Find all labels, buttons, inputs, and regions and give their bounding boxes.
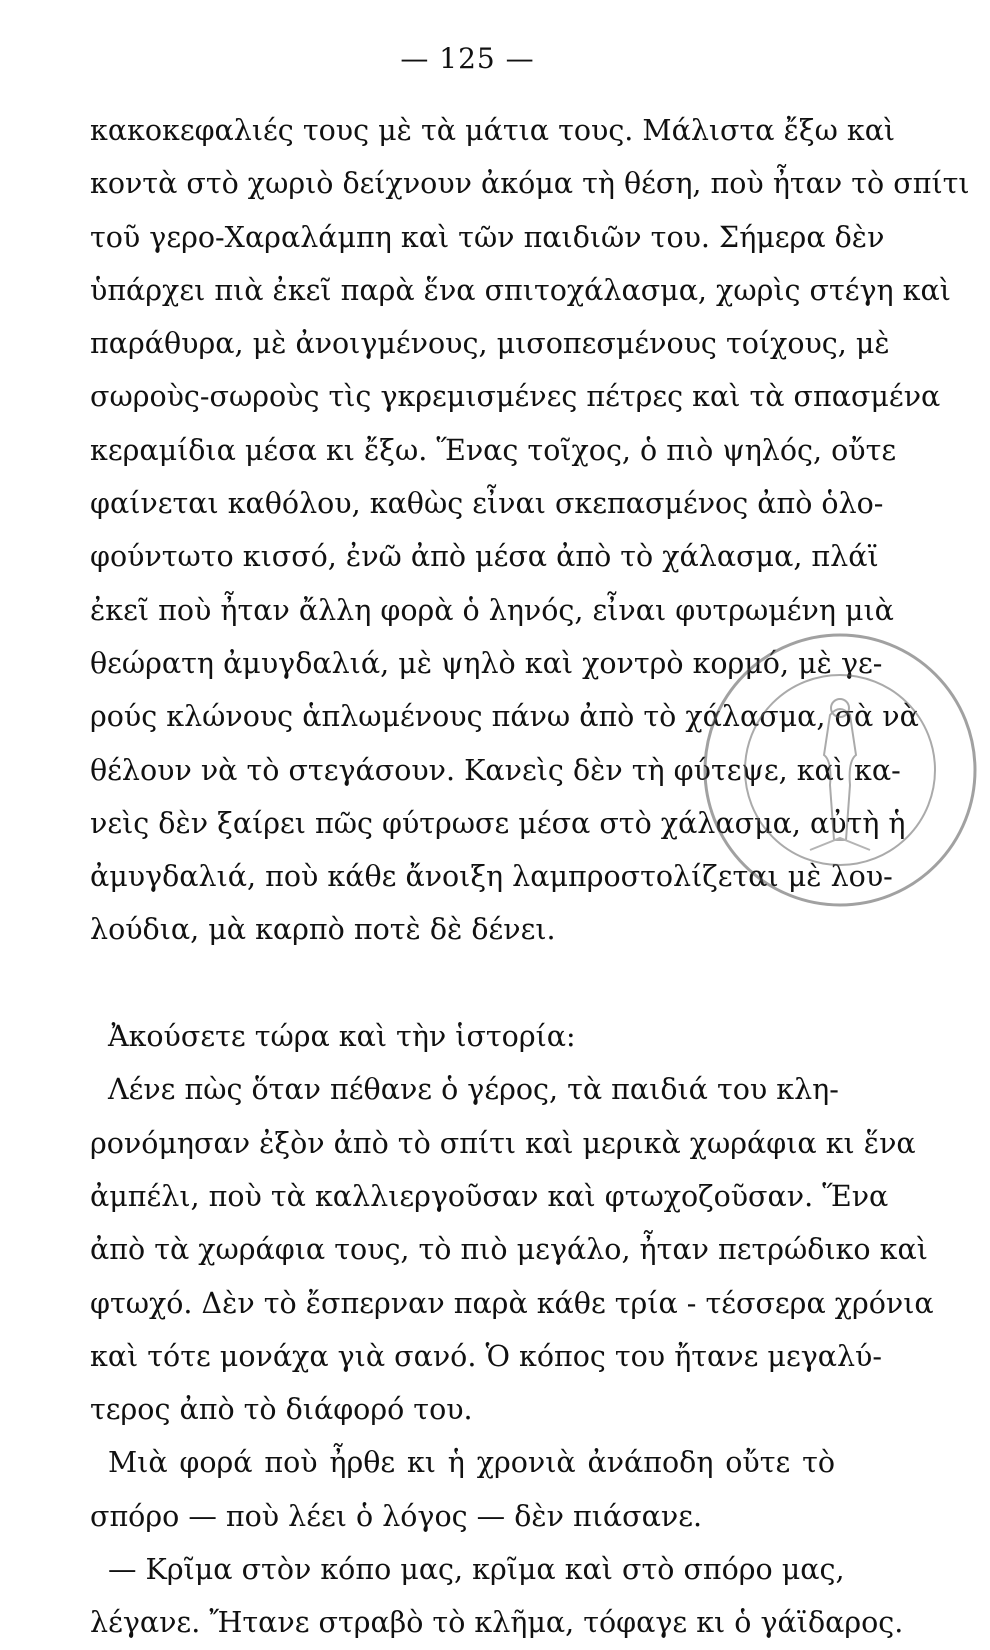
text-line: Λένε πὼς ὅταν πέθανε ὁ γέρος, τὰ παιδιά του κλη-	[108, 1073, 839, 1107]
text-line: ὑπάρχει πιὰ ἐκεῖ παρὰ ἕνα σπιτοχάλασμα, χωρὶς στέγη καὶ	[90, 273, 951, 307]
text-line: ἀμυγδαλιά, ποὺ κάθε ἄνοιξη λαμπροστολίζεται μὲ λου-	[90, 860, 893, 894]
text-line: ἀμπέλι, ποὺ τὰ καλλιεργοῦσαν καὶ φτωχοζοῦσαν. Ἕνα	[90, 1179, 889, 1213]
text-line: καὶ τότε μονάχα γιὰ σανό. Ὁ κόπος του ἤτανε μεγαλύ-	[90, 1339, 883, 1373]
text-line: τερος ἀπὸ τὸ διάφορό του.	[90, 1393, 473, 1427]
text-line: φτωχό. Δὲν τὸ ἔσπερναν παρὰ κάθε τρία - τέσσερα χρόνια	[90, 1286, 934, 1320]
library-stamp	[690, 620, 990, 920]
text-line: νεὶς δὲν ξαίρει πῶς φύτρωσε μέσα στὸ χάλασμα, αὐτὴ ἡ	[90, 806, 906, 840]
text-line: παράθυρα, μὲ ἀνοιγμένους, μισοπεσμένους τοίχους, μὲ	[90, 327, 890, 361]
text-line: σωροὺς-σωροὺς τὶς γκρεμισμένες πέτρες καὶ τὰ σπασμένα	[90, 380, 941, 414]
text-line: κοντὰ στὸ χωριὸ δείχνουν ἀκόμα τὴ θέση, ποὺ ἦταν τὸ σπίτι	[90, 167, 970, 201]
text-line: ρούς κλώνους ἁπλωμένους πάνω ἀπὸ τὸ χάλασμα, σὰ νὰ	[90, 700, 919, 734]
text-line: ἐκεῖ ποὺ ἦταν ἄλλη φορὰ ὁ ληνός, εἶναι φυτρωμένη μιὰ	[90, 593, 894, 627]
text-line: λούδια, μὰ καρπὸ ποτὲ δὲ δένει.	[90, 913, 556, 947]
text-line: φαίνεται καθόλου, καθὼς εἶναι σκεπασμένος ἀπὸ ὁλο-	[90, 487, 884, 521]
text-line: κακοκεφαλιές τους μὲ τὰ μάτια τους. Μάλιστα ἔξω καὶ	[90, 114, 896, 147]
text-line: λέγανε. Ἤτανε στραβὸ τὸ κλῆμα, τόφαγε κι ὁ γάϊδαρος.	[90, 1606, 904, 1640]
paragraph-gap	[90, 957, 835, 1010]
text-line: θεώρατη ἀμυγδαλιά, μὲ ψηλὸ καὶ χοντρὸ κορμό, μὲ γε-	[90, 646, 883, 680]
text-line: ἀπὸ τὰ χωράφια τους, τὸ πιὸ μεγάλο, ἦταν πετρώδικο καὶ	[90, 1233, 928, 1267]
text-line: Μιὰ φορά ποὺ ἦρθε κι ἡ χρονιὰ ἀνάποδη οὔτε τὸ	[108, 1446, 835, 1480]
text-line: κεραμίδια μέσα κι ἔξω. Ἕνας τοῖχος, ὁ πιὸ ψηλός, οὔτε	[90, 433, 897, 467]
text-line: — Κρῖμα στὸν κόπο μας, κρῖμα καὶ στὸ σπόρο μας,	[108, 1553, 845, 1587]
text-line: θέλουν νὰ τὸ στεγάσουν. Κανεὶς δὲν τὴ φύτεψε, καὶ κα-	[90, 753, 901, 787]
text-line: Ἀκούσετε τώρα καὶ τὴν ἱστορία:	[108, 1020, 576, 1054]
text-line: τοῦ γερο-Χαραλάμπη καὶ τῶν παιδιῶν του. Σήμερα δὲν	[90, 220, 885, 254]
text-line: ρονόμησαν ἐξὸν ἀπὸ τὸ σπίτι καὶ μερικὰ χωράφια κι ἕνα	[90, 1126, 916, 1160]
text-line: φούντωτο κισσό, ἐνῶ ἀπὸ μέσα ἀπὸ τὸ χάλασμα, πλάϊ	[90, 540, 879, 574]
text-line: σπόρο — ποὺ λέει ὁ λόγος — δὲν πιάσανε.	[90, 1499, 703, 1533]
page-number: — 125 —	[400, 42, 535, 75]
